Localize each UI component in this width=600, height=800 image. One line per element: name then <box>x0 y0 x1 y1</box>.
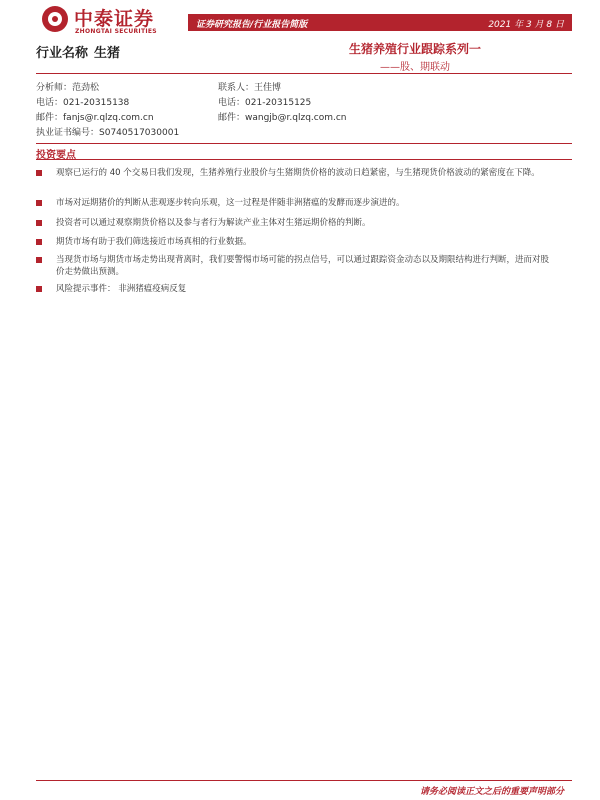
list-item-text: 当现货市场与期货市场走势出现背离时，我们要警惕市场可能的拐点信号，可以通过跟踪资金动态以及期限结构进行判断，进而对股价走势做出预测。 <box>56 255 550 277</box>
analyst-email-row <box>36 110 154 123</box>
list-item-text: 投资者可以通过观察期货价格以及参与者行为解读产业主体对生猪远期价格的判断。 <box>56 218 371 228</box>
contact-name: 王佳博 <box>254 83 282 93</box>
contact-phone-label: 电话： <box>218 98 246 108</box>
section-divider-bottom <box>36 159 572 160</box>
footer-divider <box>36 780 572 781</box>
list-item-text: 期货市场有助于我们筛选接近市场真相的行业数据。 <box>56 237 252 247</box>
analyst-phone-row <box>36 95 129 108</box>
contact-email[interactable]: wangjb@r.qlzq.com.cn <box>245 113 347 123</box>
bullet-square-icon <box>36 220 42 226</box>
list-item-text: 风险提示事件： 非洲猪瘟疫病反复 <box>56 284 187 294</box>
bullet-square-icon <box>36 257 42 263</box>
analyst-license: S0740517030001 <box>99 128 180 138</box>
analyst-email[interactable]: fanjs@r.qlzq.com.cn <box>63 113 154 123</box>
analyst-name: 范劲松 <box>72 83 100 93</box>
industry-label: 行业名称 <box>36 46 89 61</box>
industry-value: 生猪 <box>94 46 121 61</box>
footer-disclaimer: 请务必阅读正文之后的重要声明部分 <box>419 787 564 797</box>
contact-email-row <box>218 110 347 123</box>
analyst-license-label: 执业证书编号： <box>36 128 100 138</box>
report-date: 2021 年 3 月 8 日 <box>488 20 564 30</box>
analyst-name-row <box>36 80 99 93</box>
contact-phone-row <box>218 95 311 108</box>
logo-english-text: ZHONGTAI SECURITIES <box>75 28 157 35</box>
bullet-square-icon <box>36 200 42 206</box>
analyst-name-label: 分析师： <box>36 83 73 93</box>
contact-name-row <box>218 80 281 93</box>
analyst-phone-label: 电话： <box>36 98 64 108</box>
bullet-square-icon <box>36 286 42 292</box>
logo-text: 中泰证券 <box>74 8 155 30</box>
contact-email-label: 邮件： <box>218 113 246 123</box>
section-divider-top <box>36 143 572 144</box>
logo-icon <box>42 6 68 32</box>
company-logo <box>42 4 182 38</box>
list-item-text: 观察已运行的 40 个交易日我们发现，生猪养殖行业股价与生猪期货价格的波动日趋紧密，与生猪现货价格波动的紧密度在下降。 <box>56 168 540 178</box>
header-bar <box>188 14 572 31</box>
list-item-text: 市场对远期猪价的判断从悲观逐步转向乐观，这一过程是伴随非洲猪瘟的发酵而逐步演进的。 <box>56 198 405 208</box>
bullet-square-icon <box>36 170 42 176</box>
contact-name-label: 联系人： <box>218 83 255 93</box>
analyst-email-label: 邮件： <box>36 113 64 123</box>
title-divider <box>36 73 572 74</box>
contact-phone: 021-20315125 <box>245 98 312 108</box>
bullet-square-icon <box>36 239 42 245</box>
report-type: 证券研究报告/行业报告简版 <box>196 20 308 30</box>
report-title: 生猪养殖行业跟踪系列一 <box>348 42 481 56</box>
report-subtitle: ——股、期联动 <box>380 62 450 73</box>
analyst-phone: 021-20315138 <box>63 98 130 108</box>
analyst-license-row <box>36 125 179 138</box>
industry-name <box>36 42 120 61</box>
section-title: 投资要点 <box>36 150 76 161</box>
